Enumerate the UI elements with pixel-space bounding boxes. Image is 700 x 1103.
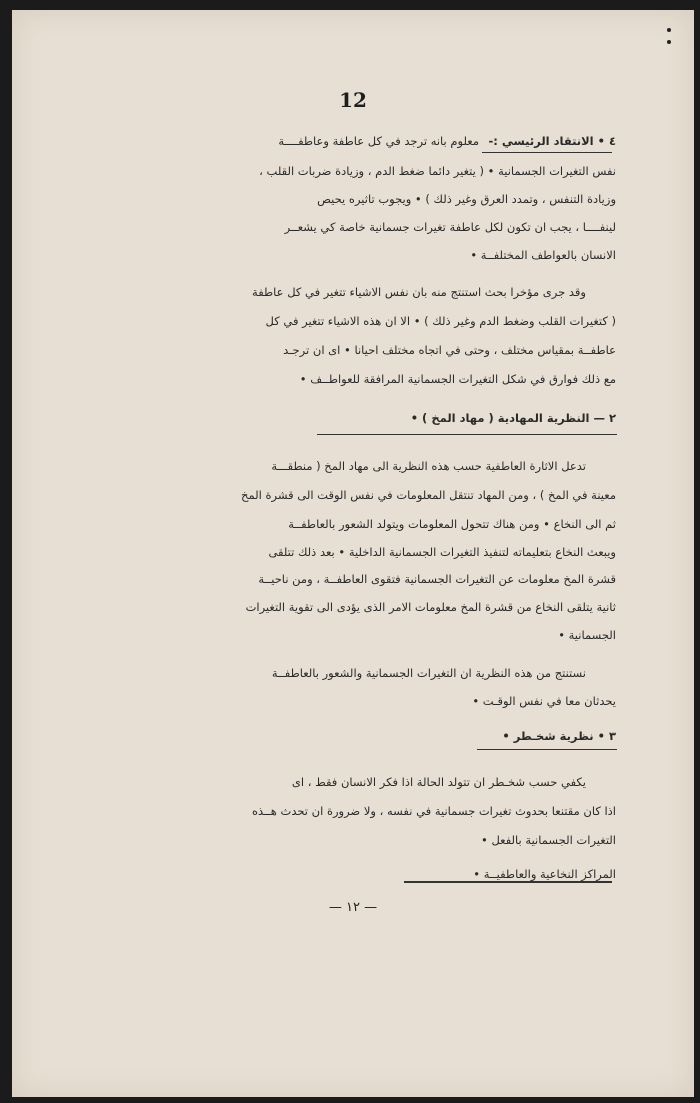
text-line: اذا كان مقتنعا بحدوث تغيرات جسمانية في نفسه ، ولا ضرورة ان تحدث هــذه	[252, 804, 616, 818]
text-line: ثم الى النخاع • ومن هناك تتحول المعلومات ويتولد الشعور بالعاطفــة	[288, 517, 616, 531]
text-line: تدعل الاثارة العاطفية حسب هذه النظرية الى مهاد المخ ( منطقـــة	[271, 459, 586, 473]
punch-hole-dot	[667, 28, 671, 32]
text-line: الجسمانية •	[558, 628, 616, 642]
text-line: وقد جرى مؤخرا بحث استنتج منه بان نفس الاشياء تتغير في كل عاطفة	[252, 285, 586, 299]
heading-underline	[317, 434, 617, 435]
text-line: معينة في المخ ) ، ومن المهاد تنتقل المعلومات في نفس الوقت الى قشرة المخ	[241, 488, 616, 502]
section-2-heading: ٢ — النظرية المهادية ( مهاد المخ ) •	[410, 411, 616, 425]
text-line: يحدثان معا في نفس الوقـت •	[472, 694, 616, 708]
text-line: نفس التغيرات الجسمانية • ( يتغير دائما ضغط الدم ، وزيادة ضربات القلب ،	[259, 164, 616, 178]
text-line: المراكز النخاعية والعاطفيــة •	[473, 867, 616, 881]
text-line: قشرة المخ معلومات عن التغيرات الجسمانية فتقوى العاطفــة ، ومن ناحيــة	[258, 572, 616, 586]
text-line: ثانية يتلقى النخاع من قشرة المخ معلومات الامر الذى يؤدى الى تقوية التغيرات	[245, 600, 616, 614]
text-line: التغيرات الجسمانية بالفعل •	[481, 833, 616, 847]
text-line: وزيادة التنفس ، وتمدد العرق وغير ذلك ) • ويجوب تاثيره يحيص	[317, 192, 616, 206]
text-line: نستنتج من هذه النظرية ان التغيرات الجسمانية والشعور بالعاطفــة	[271, 666, 586, 680]
punch-hole-dot	[667, 40, 671, 44]
text-line: معلوم بانه ترجد في كل عاطفة وعاطفــــة	[278, 134, 479, 148]
heading-underline	[482, 152, 612, 153]
heading-underline	[477, 749, 617, 750]
text-line: عاطفــة بمقياس مختلف ، وحتى في اتجاه مختلف احيانا • اى ان ترجـد	[283, 343, 616, 357]
text-line: مع ذلك فوارق في شكل التغيرات الجسمانية المرافقة للعواطــف •	[299, 372, 616, 386]
page-number-top: 12	[339, 88, 367, 112]
text-line: لينفــــا ، يجب ان تكون لكل عاطفة تغيرات جسمانية خاصة كي يشعــر	[284, 220, 616, 234]
closing-underline	[404, 881, 612, 883]
text-line: ويبعث النخاع بتعليماته لتنفيذ التغيرات الجسمانية الداخلية • بعد ذلك تتلقى	[268, 545, 616, 559]
section-4-heading: ٤ • الانتقاد الرئيسي :-	[488, 134, 616, 148]
page-number-bottom: — ١٢ —	[328, 900, 378, 915]
section-3-heading: ٣ • نظرية شخـطر •	[502, 729, 616, 743]
text-line: ( كتغيرات القلب وضغط الدم وغير ذلك ) • الا ان هذه الاشياء تتغير في كل	[265, 314, 616, 328]
text-line: الانسان بالعواطف المختلفــة •	[470, 248, 616, 262]
text-line: يكفي حسب شخـطر ان تتولد الحالة اذا فكر الانسان فقط ، اى	[291, 775, 586, 789]
document-page	[12, 10, 694, 1097]
